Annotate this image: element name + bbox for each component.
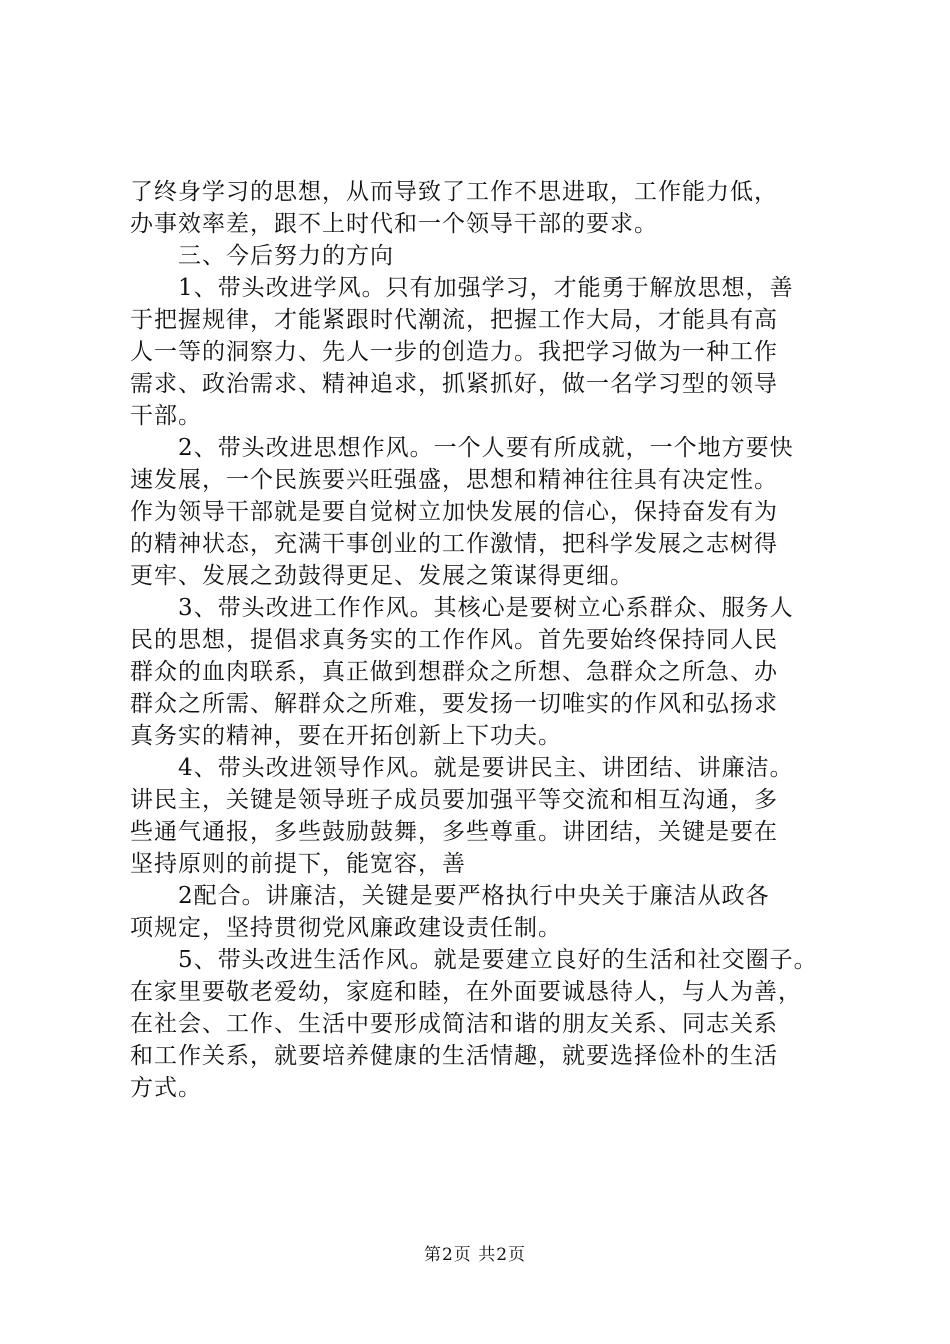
paragraph-line: 1、带头改进学风。只有加强学习，才能勇于解放思想，善 bbox=[178, 275, 794, 301]
paragraph-line: 需求、政治需求、精神追求，抓紧抓好，做一名学习型的领导 bbox=[130, 371, 778, 397]
paragraph-line: 真务实的精神，要在开拓创新上下功夫。 bbox=[130, 723, 562, 749]
paragraph-line: 4、带头改进领导作风。就是要讲民主、讲团结、讲廉洁。 bbox=[178, 755, 794, 781]
paragraph-line: 项规定，坚持贯彻党风廉政建设责任制。 bbox=[130, 915, 562, 941]
paragraph-line: 作为领导干部就是要自觉树立加快发展的信心，保持奋发有为 bbox=[130, 499, 778, 525]
paragraph-line: 方式。 bbox=[130, 1075, 202, 1101]
paragraph-line: 办事效率差，跟不上时代和一个领导干部的要求。 bbox=[130, 211, 658, 237]
section-heading: 三、今后努力的方向 bbox=[178, 243, 394, 269]
paragraph-line: 坚持原则的前提下，能宽容，善 bbox=[130, 851, 466, 877]
paragraph-line: 些通气通报，多些鼓励鼓舞，多些尊重。讲团结，关键是要在 bbox=[130, 819, 778, 845]
paragraph-line: 在家里要敬老爱幼，家庭和睦，在外面要诚恳待人，与人为善， bbox=[130, 979, 802, 1005]
paragraph-line: 讲民主，关键是领导班子成员要加强平等交流和相互沟通，多 bbox=[130, 787, 778, 813]
paragraph-line: 民的思想，提倡求真务实的工作作风。首先要始终保持同人民 bbox=[130, 627, 778, 653]
paragraph-line: 和工作关系，就要培养健康的生活情趣，就要选择俭朴的生活 bbox=[130, 1043, 778, 1069]
paragraph-line: 了终身学习的思想，从而导致了工作不思进取，工作能力低， bbox=[130, 179, 778, 205]
paragraph-line: 群众之所需、解群众之所难，要发扬一切唯实的作风和弘扬求 bbox=[130, 691, 778, 717]
paragraph-line: 更牢、发展之劲鼓得更足、发展之策谋得更细。 bbox=[130, 563, 634, 589]
paragraph-line: 于把握规律，才能紧跟时代潮流，把握工作大局，才能具有高 bbox=[130, 307, 778, 333]
paragraph-line: 干部。 bbox=[130, 403, 202, 429]
paragraph-line: 群众的血肉联系，真正做到想群众之所想、急群众之所急、办 bbox=[130, 659, 778, 685]
page-number-footer: 第2页 共2页 bbox=[423, 1245, 527, 1265]
paragraph-line: 2、带头改进思想作风。一个人要有所成就，一个地方要快 bbox=[178, 435, 794, 461]
paragraph-line: 2配合。讲廉洁，关键是要严格执行中央关于廉洁从政各 bbox=[178, 883, 770, 909]
paragraph-line: 人一等的洞察力、先人一步的创造力。我把学习做为一种工作 bbox=[130, 339, 778, 365]
paragraph-line: 在社会、工作、生活中要形成简洁和谐的朋友关系、同志关系 bbox=[130, 1011, 778, 1037]
paragraph-line: 3、带头改进工作作风。其核心是要树立心系群众、服务人 bbox=[178, 595, 794, 621]
document-body bbox=[130, 176, 835, 1104]
paragraph-line: 5、带头改进生活作风。就是要建立良好的生活和社交圈子。 bbox=[178, 947, 818, 973]
paragraph-line: 的精神状态，充满干事创业的工作激情，把科学发展之志树得 bbox=[130, 531, 778, 557]
paragraph-line: 速发展，一个民族要兴旺强盛，思想和精神往往具有决定性。 bbox=[130, 467, 778, 493]
